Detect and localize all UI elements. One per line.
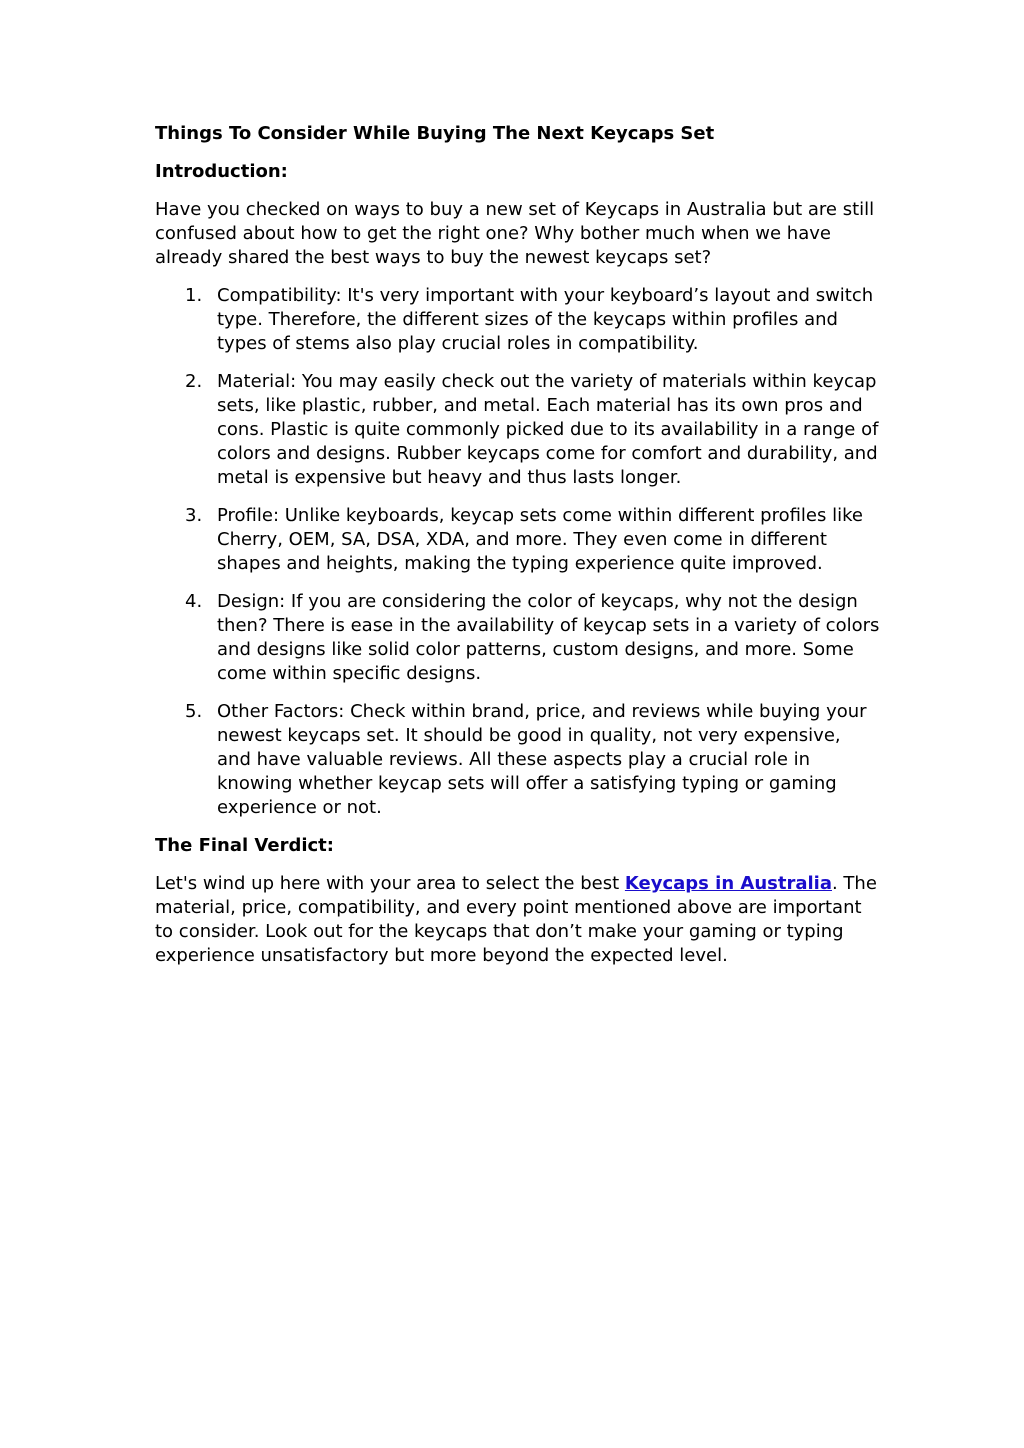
list-item-number: 5. xyxy=(185,701,203,722)
list-item-text: Material: You may easily check out the variety of materials within keycap sets, like plastic, rubber, and metal. Each material has its own pros and cons. Plastic is quite commonly picked due to its availability in a range of colors and designs. Rubber keycaps come for comfort and durability, and metal is expensive but heavy and thus lasts longer. xyxy=(217,371,879,488)
list-item-profile xyxy=(155,504,880,576)
list-item-number: 4. xyxy=(185,591,203,612)
list-item-other-factors xyxy=(155,700,880,820)
list-item-number: 3. xyxy=(185,505,203,526)
final-verdict-heading: The Final Verdict: xyxy=(155,835,334,856)
considerations-list xyxy=(155,284,880,820)
list-item-material xyxy=(155,370,880,490)
list-item-design xyxy=(155,590,880,686)
document-title: Things To Consider While Buying The Next Keycaps Set xyxy=(155,123,715,144)
list-item-compatibility xyxy=(155,284,880,356)
list-item-text: Compatibility: It's very important with your keyboard’s layout and switch type. Therefore, the different sizes of the keycaps within profiles and types of stems also play crucial roles in compatibility. xyxy=(217,285,874,354)
list-item-number: 1. xyxy=(185,285,203,306)
document-page xyxy=(155,122,880,982)
list-item-number: 2. xyxy=(185,371,203,392)
introduction-heading: Introduction: xyxy=(155,161,288,182)
verdict-text-after-link: . The material, price, compatibility, and every point mentioned above are important to consider. Look out for the keycaps that don’t make your gaming or typing experience unsatisfactory but more beyond the expected level. xyxy=(155,873,877,966)
introduction-paragraph: Have you checked on ways to buy a new set of Keycaps in Australia but are still confused about how to get the right one? Why bother much when we have already shared the best ways to buy the newest keycaps set? xyxy=(155,199,875,268)
verdict-text-before-link: Let's wind up here with your area to select the best xyxy=(155,873,625,894)
list-item-text: Profile: Unlike keyboards, keycap sets come within different profiles like Cherry, OEM, SA, DSA, XDA, and more. They even come in different shapes and heights, making the typing experience quite improved. xyxy=(217,505,863,574)
list-item-text: Design: If you are considering the color of keycaps, why not the design then? There is ease in the availability of keycap sets in a variety of colors and designs like solid color patterns, custom designs, and more. Some come within specific designs. xyxy=(217,591,880,684)
keycaps-in-australia-link[interactable]: Keycaps in Australia xyxy=(624,873,832,894)
list-item-text: Other Factors: Check within brand, price, and reviews while buying your newest keycaps set. It should be good in quality, not very expensive, and have valuable reviews. All these aspects play a crucial role in knowing whether keycap sets will offer a satisfying typing or gaming experience or not. xyxy=(217,701,867,818)
final-verdict-paragraph xyxy=(155,872,880,968)
